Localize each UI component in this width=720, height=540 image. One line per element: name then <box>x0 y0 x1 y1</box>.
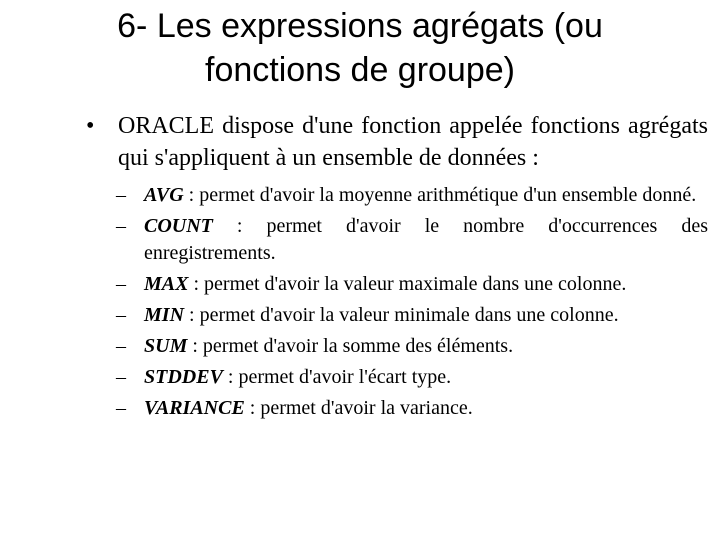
function-description: : permet d'avoir la moyenne arithmétique d'un ensemble donné. <box>183 184 697 206</box>
dash-icon: – <box>116 304 126 326</box>
function-name: VARIANCE <box>144 397 245 419</box>
list-item-variance <box>116 395 708 422</box>
title-line-1: 6- Les expressions agrégats (ou <box>117 7 603 45</box>
bullet-icon: • <box>86 113 95 139</box>
main-bullet-text: ORACLE dispose d'une fonction appelée fonctions agrégats qui s'appliquent à un ensemble de données : <box>118 113 708 171</box>
list-item-stddev <box>116 364 708 391</box>
list-item-avg <box>116 182 708 209</box>
function-name: AVG <box>144 184 184 206</box>
slide-body <box>86 110 708 426</box>
dash-icon: – <box>116 184 126 206</box>
dash-icon: – <box>116 397 126 419</box>
function-description: : permet d'avoir le nombre d'occurrences des enregistrements. <box>144 215 708 264</box>
dash-icon: – <box>116 335 126 357</box>
dash-icon: – <box>116 366 126 388</box>
function-name: SUM <box>144 335 188 357</box>
function-name: STDDEV <box>144 366 223 388</box>
slide-title <box>40 4 680 92</box>
dash-icon: – <box>116 215 126 237</box>
function-description: : permet d'avoir la valeur minimale dans une colonne. <box>184 304 619 326</box>
function-description: : permet d'avoir la variance. <box>244 397 473 419</box>
title-line-2: fonctions de groupe) <box>205 51 515 89</box>
function-name: COUNT <box>144 215 213 237</box>
main-bullet <box>86 110 708 174</box>
list-item-min <box>116 302 708 329</box>
list-item-max <box>116 271 708 298</box>
dash-icon: – <box>116 273 126 295</box>
function-name: MAX <box>144 273 189 295</box>
function-description: : permet d'avoir la valeur maximale dans une colonne. <box>188 273 627 295</box>
aggregate-function-list <box>116 182 708 422</box>
function-name: MIN <box>144 304 185 326</box>
function-description: : permet d'avoir la somme des éléments. <box>187 335 514 357</box>
list-item-sum <box>116 333 708 360</box>
function-description: : permet d'avoir l'écart type. <box>222 366 452 388</box>
list-item-count <box>116 213 708 267</box>
